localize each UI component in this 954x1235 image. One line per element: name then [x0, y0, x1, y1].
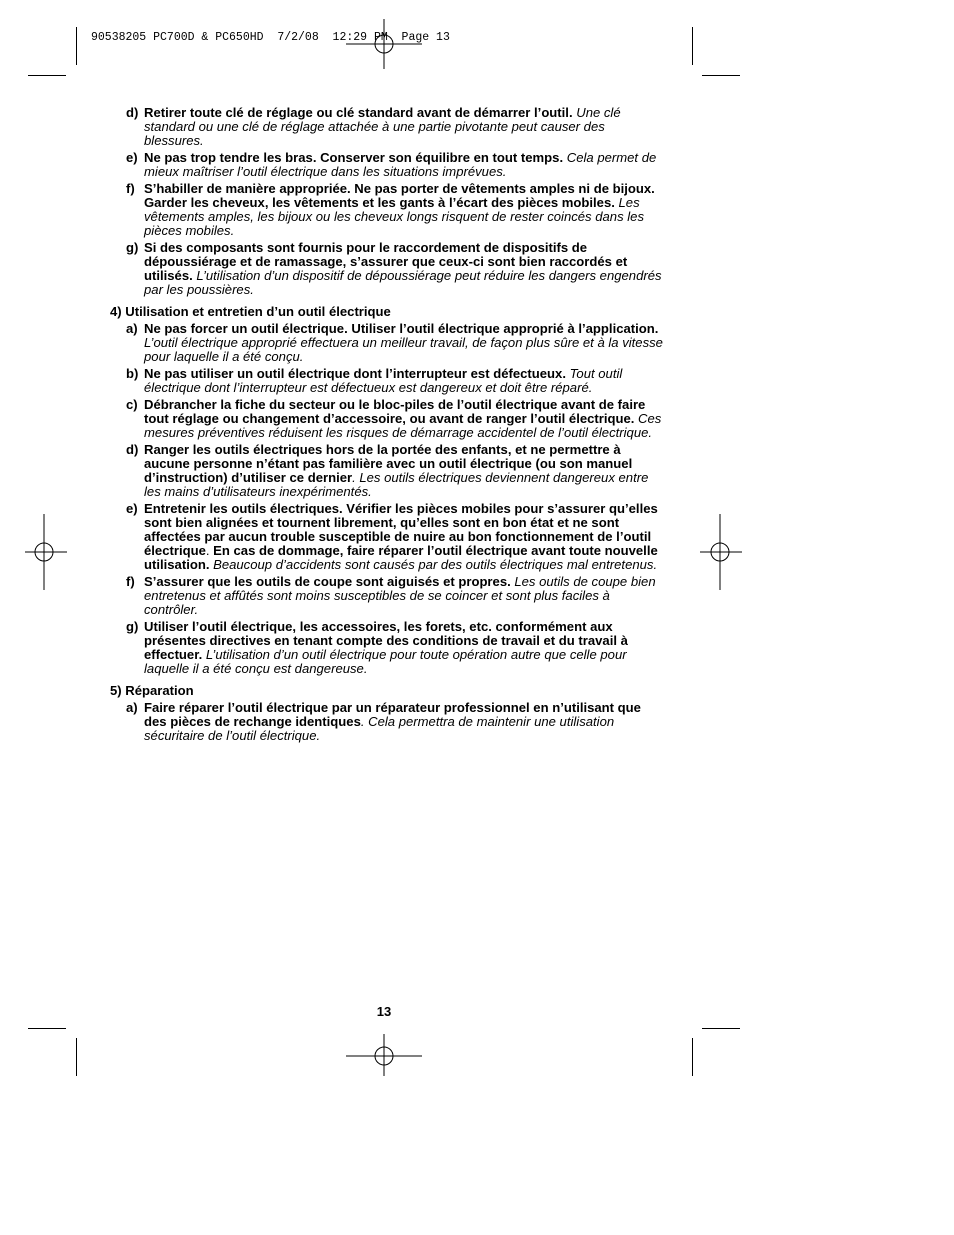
item-label: f)	[126, 574, 135, 589]
registration-mark-top	[346, 19, 422, 69]
item-instruction: Ne pas forcer un outil électrique. Utiliser l’outil électrique approprié à l’application.	[144, 321, 659, 336]
item-explanation: Ces mesures préventives réduisent les risques de démarrage accidentel de l’outil électrique.	[144, 411, 662, 440]
print-slug: 90538205 PC700D & PC650HD 7/2/08 12:29 PM Page 13	[91, 31, 450, 44]
item-instruction: S’assurer que les outils de coupe sont aiguisés et propres.	[144, 574, 511, 589]
registration-mark-bottom	[346, 1034, 422, 1076]
list-item	[110, 502, 666, 572]
page-number: 13	[376, 1004, 392, 1019]
item-instruction: Ne pas trop tendre les bras. Conserver son équilibre en tout temps.	[144, 150, 564, 165]
list-item	[110, 322, 666, 364]
list-item	[110, 701, 666, 743]
list-item	[110, 443, 666, 499]
item-label: d)	[126, 105, 139, 120]
item-instruction: Si des composants sont fournis pour le raccordement de dispositifs de dépoussiérage et de ramassage, s’assurer que ceux-ci sont bien raccordés et utilisés.	[144, 240, 628, 283]
section-heading: 5) Réparation	[110, 683, 194, 698]
registration-mark-right	[700, 514, 742, 590]
section-5	[110, 684, 666, 743]
item-instruction: Entretenir les outils électriques. Vérifier les pièces mobiles pour s’assurer qu’elles sont bien alignées et tournent librement, qu’elles sont en bon état et ne sont affectées par aucun trouble susceptible de nuire au bon fonctionnement de l’outil électrique	[144, 501, 658, 558]
item-label: f)	[126, 181, 135, 196]
section-4	[110, 305, 666, 676]
crop-mark-top-right-vertical	[692, 27, 693, 65]
item-instruction: Ranger les outils électriques hors de la portée des enfants, et ne permettre à aucune personne n’étant pas familière avec un outil électrique (ou son manuel d’instruction) d’utiliser ce dernier	[144, 442, 633, 485]
crop-mark-top-right-horizontal	[702, 75, 740, 76]
item-instruction: S’habiller de manière appropriée. Ne pas porter de vêtements amples ni de bijoux. Garder les cheveux, les vêtements et les gants à l’écart des pièces mobiles.	[144, 181, 655, 210]
item-label: c)	[126, 397, 138, 412]
list-item	[110, 367, 666, 395]
item-explanation: . Cela permettra de maintenir une utilisation sécuritaire de l’outil électrique.	[144, 714, 615, 743]
item-explanation: L’outil électrique approprié effectuera un meilleur travail, de façon plus sûre et à la vitesse pour laquelle il a été conçu.	[144, 335, 663, 364]
item-separator: .	[205, 543, 214, 558]
item-instruction: Retirer toute clé de réglage ou clé standard avant de démarrer l’outil.	[144, 105, 573, 120]
crop-mark-bottom-right-horizontal	[702, 1028, 740, 1029]
item-label: g)	[126, 619, 139, 634]
item-label: a)	[126, 321, 138, 336]
crop-mark-top-left-vertical	[76, 27, 77, 65]
item-instruction: Utiliser l’outil électrique, les accessoires, les forets, etc. conformément aux présentes directives en tenant compte des conditions de travail et du travail à effectuer.	[144, 619, 628, 662]
list-item	[110, 398, 666, 440]
item-explanation: Tout outil électrique dont l’interrupteur est défectueux est dangereux et doit être réparé.	[144, 366, 623, 395]
crop-mark-top-left-horizontal	[28, 75, 66, 76]
item-label: e)	[126, 150, 138, 165]
item-label: g)	[126, 240, 139, 255]
list-item	[110, 151, 666, 179]
item-explanation: Les outils de coupe bien entretenus et affûtés sont moins susceptibles de se coincer et sont plus faciles à contrôler.	[144, 574, 656, 617]
item-explanation: Une clé standard ou une clé de réglage attachée à une partie pivotante peut causer des blessures.	[144, 105, 621, 148]
item-explanation: L’utilisation d’un dispositif de dépoussiérage peut réduire les dangers engendrés par les poussières.	[144, 268, 662, 297]
item-instruction: Faire réparer l’outil électrique par un réparateur professionnel en n’utilisant que des pièces de rechange identiques	[144, 700, 641, 729]
crop-mark-bottom-left-vertical	[76, 1038, 77, 1076]
crop-mark-bottom-left-horizontal	[28, 1028, 66, 1029]
list-item	[110, 182, 666, 238]
section-3-continued	[110, 106, 666, 297]
item-explanation: Beaucoup d’accidents sont causés par des outils électriques mal entretenus.	[209, 557, 658, 572]
registration-mark-left	[25, 514, 67, 590]
item-explanation: L’utilisation d’un outil électrique pour toute opération autre que celle pour laquelle il a été conçu est dangereuse.	[144, 647, 627, 676]
item-label: b)	[126, 366, 139, 381]
section-heading: 4) Utilisation et entretien d’un outil électrique	[110, 304, 391, 319]
item-instruction: Débrancher la fiche du secteur ou le bloc-piles de l’outil électrique avant de faire tout réglage ou changement d’accessoire, ou avant de ranger l’outil électrique.	[144, 397, 646, 426]
list-item	[110, 620, 666, 676]
item-instruction-2: En cas de dommage, faire réparer l’outil électrique avant toute nouvelle utilisation.	[144, 543, 658, 572]
item-label: e)	[126, 501, 138, 516]
item-label: d)	[126, 442, 139, 457]
item-label: a)	[126, 700, 138, 715]
list-item	[110, 241, 666, 297]
item-explanation: . Les outils électriques deviennent dangereux entre les mains d’utilisateurs inexpérimentés.	[144, 470, 649, 499]
item-explanation: Les vêtements amples, les bijoux ou les cheveux longs risquent de rester coincés dans les pièces mobiles.	[144, 195, 645, 238]
crop-mark-bottom-right-vertical	[692, 1038, 693, 1076]
item-instruction: Ne pas utiliser un outil électrique dont l’interrupteur est défectueux.	[144, 366, 566, 381]
list-item	[110, 106, 666, 148]
document-body	[110, 106, 666, 746]
item-explanation: Cela permet de mieux maîtriser l’outil électrique dans les situations imprévues.	[144, 150, 657, 179]
list-item	[110, 575, 666, 617]
